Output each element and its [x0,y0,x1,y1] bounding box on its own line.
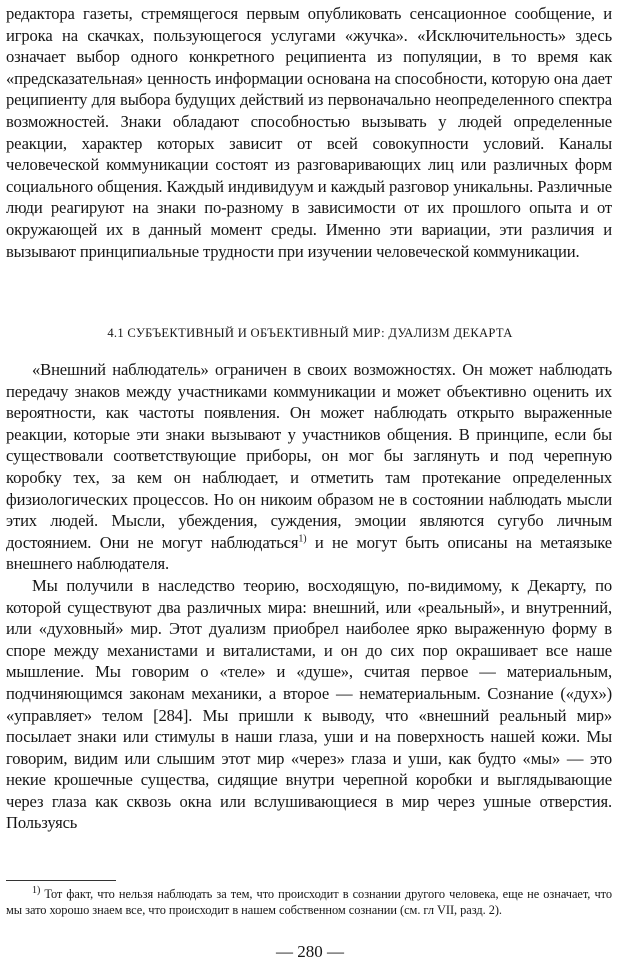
paragraph-text: редактора газеты, стремящегося первым опубликовать сенсационное сообщение, и игрока на скачках, пользующегося услугами «жучка». «Исключительность» здесь означает выбор одного конкретного реципиента из популяции, в то время как «предсказательная» ценность информации основана на способности, которую она дает реципиенту для выбора будущих действий из первоначально неопределенного спектра возможностей. Знаки обладают способностью вызывать у людей определенные реакции, характер которых зависит от всей совокупности условий. Каналы человеческой коммуникации состоят из разговаривающих лиц или различных форм социального общения. Каждый индивидуум и каждый разговор уникальны. Различные люди реагируют на знаки по-разному в зависимости от их прошлого опыта и от окружающей их в данный момент среды. Именно эти вариации, эти различия и вызывают принципиальные трудности при изучении человеческой коммуникации. [6,4,612,261]
footnote-reference[interactable]: 1) [298,533,307,545]
section-body [6,359,612,834]
paragraph-observer [6,359,612,575]
paragraph-dualism: Мы получили в наследство теорию, восходящую, по-видимому, к Декарту, по которой существуют два различных мира: внешний, или «реальный», и внутренний, или «духовный» мир. Этот дуализм приобрел наиболее ярко выраженную форму в споре между механистами и виталистами, и он до сих пор окрашивает все наше мышление. Мы говорим о «теле» и «душе», считая первое — материальным, подчиняющимся законам механики, а второе — нематериальным. Сознание («дух») «управляет» телом [284]. Мы пришли к выводу, что «внешний реальный мир» посылает знаки или стимулы в наши глаза, уши и на поверхность нашей кожи. Мы говорим, видим или слышим этот мир «через» глаза и уши, как будто «мы» — это некие крошечные существа, сидящие внутри черепной коробки и выглядывающие через глаза как сквозь окна или вслушивающиеся в мир через ушные отверстия. Пользуясь [6,575,612,833]
footnote-divider [6,880,116,881]
section-heading: 4.1 СУБЪЕКТИВНЫЙ И ОБЪЕКТИВНЫЙ МИР: ДУАЛИЗМ ДЕКАРТА [107,326,513,340]
paragraph-observer-text: «Внешний наблюдатель» ограничен в своих возможностях. Он может наблюдать передачу знаков между участниками коммуникации и может объективно оценить их вероятности, как частоты появления. Он может наблюдать открыто выраженные реакции, которые эти знаки вызывают у участников общения. В принципе, если бы существовали соответствующие приборы, он мог бы заглянуть и под черепную коробку тех, за кем он наблюдает, и отметить там протекание определенных физиологических процессов. Но он никоим образом не в состоянии наблюдать мысли этих людей. Мысли, убеждения, суждения, эмоции являются сугубо личным достоянием. Они не могут наблюдаться [6,360,612,552]
page-number: — 280 — [276,942,344,961]
footnote-text: Тот факт, что нельзя наблюдать за тем, что происходит в сознании другого человека, еще не означает, что мы зато хорошо знаем все, что происходит в нашем собственном сознании (см. гл VII, разд. 2). [6,887,612,918]
paragraph-continuation [6,3,612,262]
footnote-marker: 1) [32,884,41,896]
paragraph-observer-tail: и не могут быть описаны на метаязыке внешнего наблюдателя. [6,532,612,574]
footnote [6,886,612,919]
